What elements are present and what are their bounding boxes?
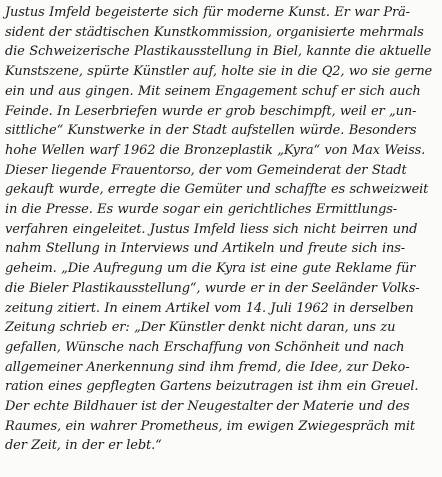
body-paragraph xyxy=(5,3,437,456)
text-line: Feinde. In Leserbriefen wurde er grob beschimpft, weil er „un- xyxy=(5,103,417,119)
text-line: die Bieler Plastikausstellung“, wurde er in der Seeländer Volks- xyxy=(5,280,420,296)
text-line: zeitung zitiert. In einem Artikel vom 14. Juli 1962 in derselben xyxy=(5,300,414,316)
text-line: hohe Wellen warf 1962 die Bronzeplastik „Kyra“ von Max Weiss. xyxy=(5,142,426,158)
text-line: Zeitung schrieb er: „Der Künstler denkt nicht daran, uns zu xyxy=(5,320,396,336)
text-line: Dieser liegende Frauentorso, der vom Gemeinderat der Stadt xyxy=(5,162,407,178)
text-line: Raumes, ein wahrer Prometheus, im ewigen Zwiegespräch mit xyxy=(5,418,415,434)
text-line: sittliche“ Kunstwerke in der Stadt aufstellen würde. Besonders xyxy=(5,123,417,139)
text-line: Kunstszene, spürte Künstler auf, holte sie in die Q2, wo sie gerne xyxy=(5,64,433,80)
text-line: sident der städtischen Kunstkommission, organisierte mehrmals xyxy=(5,24,424,40)
text-line: ein und aus gingen. Mit seinem Engagement schuf er sich auch xyxy=(5,83,421,99)
text-line: geheim. „Die Aufregung um die Kyra ist eine gute Reklame für xyxy=(5,261,416,277)
text-line: Der echte Bildhauer ist der Neugestalter der Materie und des xyxy=(5,399,410,415)
text-line: der Zeit, in der er lebt.“ xyxy=(5,438,162,454)
text-line: verfahren eingeleitet. Justus Imfeld liess sich nicht beirren und xyxy=(5,221,418,237)
text-line: ration eines gepflegten Gartens beizutragen ist ihm ein Greuel. xyxy=(5,379,419,395)
text-line: allgemeiner Anerkennung sind ihm fremd, die Idee, zur Deko- xyxy=(5,359,410,375)
text-line: gefallen, Wünsche nach Erschaffung von Schönheit und nach xyxy=(5,339,405,355)
text-line: in die Presse. Es wurde sogar ein gerichtliches Ermittlungs- xyxy=(5,202,398,218)
text-line: nahm Stellung in Interviews und Artikeln und freute sich ins- xyxy=(5,241,406,257)
text-line: Justus Imfeld begeisterte sich für moderne Kunst. Er war Prä- xyxy=(5,5,410,20)
text-line: die Schweizerische Plastikausstellung in Biel, kannte die aktuelle xyxy=(5,44,432,60)
text-line: gekauft wurde, erregte die Gemüter und schaffte es schweizweit xyxy=(5,182,429,198)
